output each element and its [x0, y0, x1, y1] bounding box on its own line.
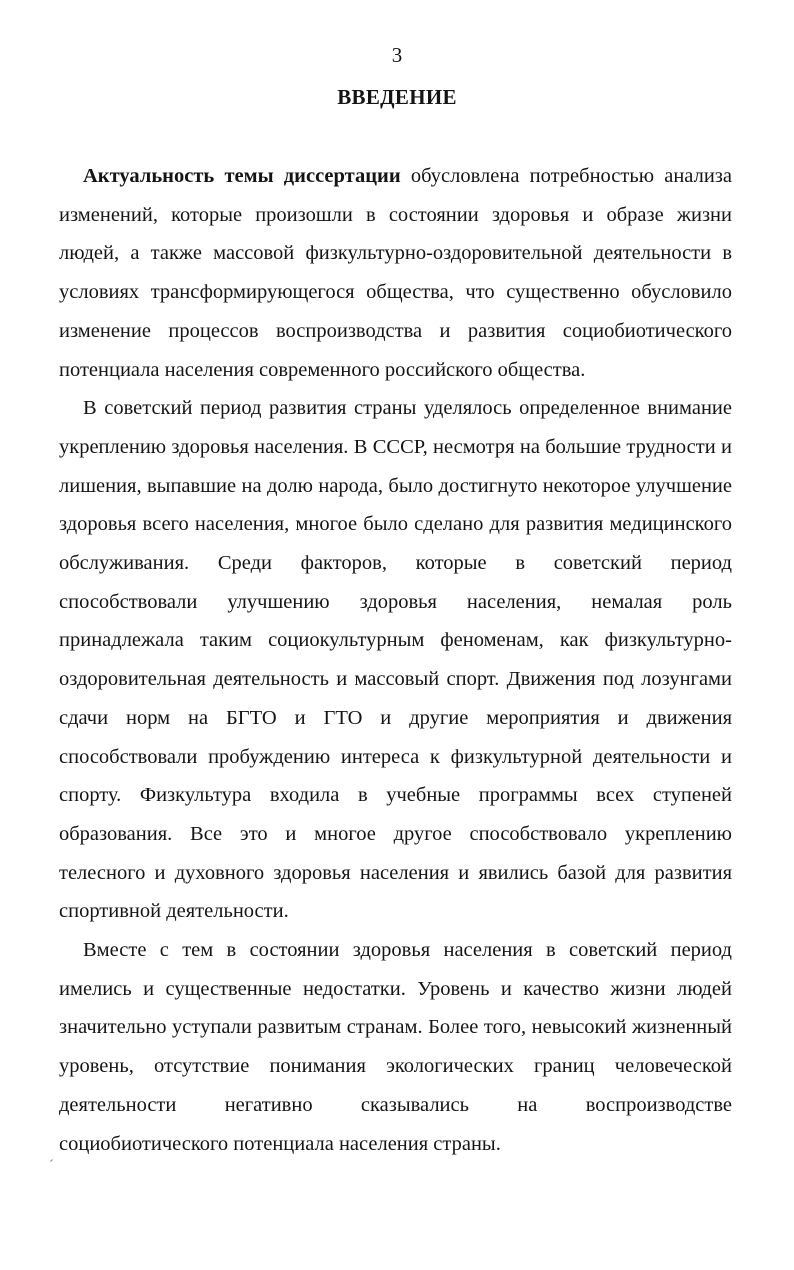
paragraph-text: обусловлена потребностью анализа изменений, которые произошли в состоянии здоровья и образе жизни людей, а также массовой физкультурно-оздоровительной деятельности в условиях трансформирующегося общества, что существенно обусловило изменение процессов воспроизводства и развития социобиотического потенциала населения современного российского общества. [59, 165, 732, 381]
section-title: ВВЕДЕНИЕ [337, 85, 457, 109]
page-number: 3 [391, 43, 403, 67]
scan-speck [50, 1159, 53, 1162]
body-text [59, 157, 732, 1163]
paragraph-lead: Актуальность темы диссертации [83, 165, 401, 187]
paragraph-relevance [59, 157, 732, 389]
paragraph-shortcomings: Вместе с тем в состоянии здоровья населения в советский период имелись и существенные недостатки. Уровень и качество жизни людей значительно уступали развитым странам. Более того, невысокий жизненный уровень, отсутствие понимания экологических границ человеческой деятельности негативно сказывались на воспроизводстве социобиотического потенциала населения страны. [59, 939, 732, 1155]
paragraph-soviet-period: В советский период развития страны уделялось определенное внимание укреплению здоровья населения. В СССР, несмотря на большие трудности и лишения, выпавшие на долю народа, было достигнуто некоторое улучшение здоровья всего населения, многое было сделано для развития медицинского обслуживания. Среди факторов, которые в советский период способствовали улучшению здоровья населения, немалая роль принадлежала таким социокультурным феноменам, как физкультурно-оздоровительная деятельность и массовый спорт. Движения под лозунгами сдачи норм на БГТО и ГТО и другие мероприятия и движения способствовали пробуждению интереса к физкультурной деятельности и спорту. Физкультура входила в учебные программы всех ступеней образования. Все это и многое другое способствовало укреплению телесного и духовного здоровья населения и явились базой для развития спортивной деятельности. [59, 397, 732, 923]
